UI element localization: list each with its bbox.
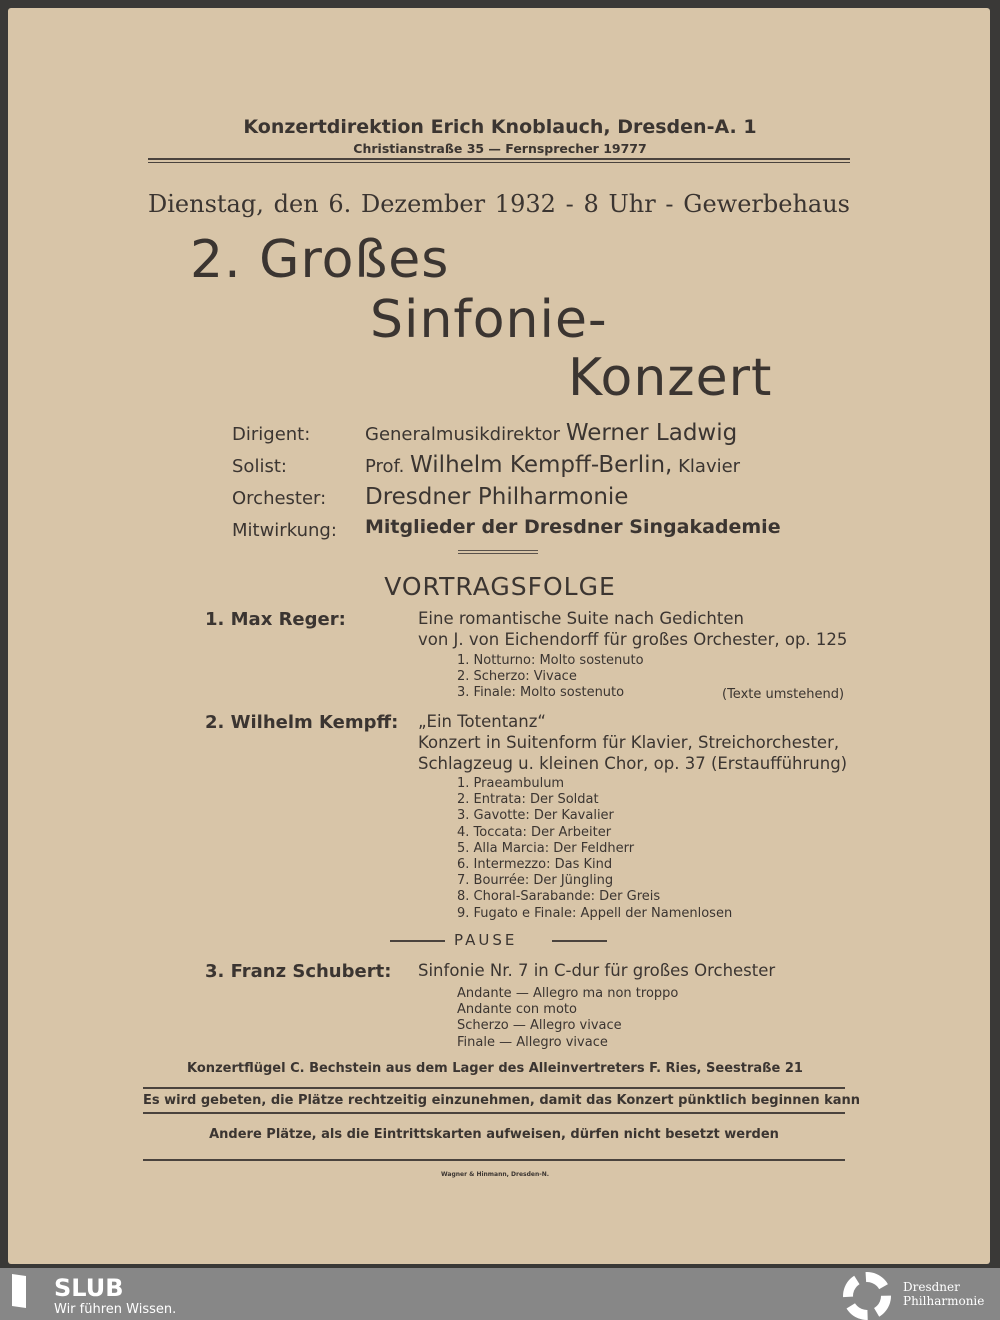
printer-imprint: Wagner & Hinmann, Dresden-N.: [440, 1171, 550, 1178]
agency-name: Konzertdirektion Erich Knoblauch, Dresden-A. 1: [243, 116, 757, 138]
movement: 2. Entrata: Der Soldat: [457, 792, 599, 808]
movement: Andante — Allegro ma non troppo: [457, 986, 679, 1001]
movement: 6. Intermezzo: Das Kind: [457, 857, 613, 872]
work-line: Konzert in Suitenform für Klavier, Streichorchester,: [418, 733, 840, 752]
movement: 8. Choral-Sarabande: Der Greis: [457, 889, 661, 905]
piano-note: Konzertflügel C. Bechstein aus dem Lager des Alleinvertreters F. Ries, Seestraße 21: [187, 1061, 803, 1076]
divider: [143, 1087, 845, 1089]
movement: 3. Finale: Molto sostenuto: [457, 685, 625, 701]
movement: Scherzo — Allegro vivace: [457, 1018, 622, 1034]
program-heading: VORTRAGSFOLGE: [384, 572, 616, 601]
work-line: Eine romantische Suite nach Gedichten: [418, 609, 744, 628]
movement: 7. Bourrée: Der Jüngling: [457, 873, 614, 889]
slub-name[interactable]: SLUB: [54, 1274, 124, 1302]
movement: 2. Scherzo: Vivace: [457, 669, 577, 685]
movement: 9. Fugato e Finale: Appell der Namenlosen: [457, 905, 733, 921]
composer: 1. Max Reger:: [205, 609, 346, 630]
slub-logo-icon: [12, 1274, 26, 1308]
note: (Texte umstehend): [722, 687, 845, 703]
credit-value: Generalmusikdirektor Werner Ladwig: [365, 420, 738, 446]
movement: Finale — Allegro vivace: [457, 1034, 608, 1050]
divider: [148, 158, 850, 160]
work-line: Schlagzeug u. kleinen Chor, op. 37 (Erstaufführung): [418, 754, 848, 773]
movement: Andante con moto: [457, 1002, 577, 1018]
divider: [143, 1159, 845, 1161]
work-line: „Ein Totentanz“: [418, 712, 546, 731]
agency-address: Christianstraße 35 — Fernsprecher 19777: [353, 141, 647, 156]
movement: 1. Praeambulum: [457, 776, 565, 791]
partner-name[interactable]: Dresdner Philharmonie: [903, 1280, 985, 1308]
credit-label: Orchester:: [232, 488, 327, 509]
divider: [458, 550, 538, 554]
notice-punctual: Es wird gebeten, die Plätze rechtzeitig einzunehmen, damit das Konzert pünktlich beginnen kann: [143, 1093, 861, 1108]
composer: 3. Franz Schubert:: [205, 961, 392, 982]
divider: [148, 162, 850, 163]
pause-label: PAUSE: [454, 931, 518, 949]
title-line-1: 2. Großes: [190, 230, 450, 290]
credit-label: Solist:: [232, 456, 287, 477]
movement: 3. Gavotte: Der Kavalier: [457, 808, 614, 824]
bottom-bar: [0, 1268, 1000, 1320]
slub-tagline: Wir führen Wissen.: [54, 1302, 177, 1317]
movement: 1. Notturno: Molto sostenuto: [457, 653, 644, 668]
credit-label: Mitwirkung:: [232, 520, 337, 541]
title-line-2: Sinfonie-: [370, 290, 608, 350]
divider: [143, 1112, 845, 1114]
credit-value: Mitglieder der Dresdner Singakademie: [365, 516, 781, 538]
divider: [552, 940, 607, 942]
composer: 2. Wilhelm Kempff:: [205, 712, 399, 733]
credit-label: Dirigent:: [232, 424, 311, 445]
credit-value: Prof. Wilhelm Kempff-Berlin, Klavier: [365, 452, 741, 478]
movement: 4. Toccata: Der Arbeiter: [457, 824, 612, 840]
title-line-3: Konzert: [568, 348, 773, 408]
notice-seats: Andere Plätze, als die Eintrittskarten aufweisen, dürfen nicht besetzt werden: [209, 1127, 779, 1142]
philharmonie-logo-icon: [843, 1272, 891, 1320]
credit-value: Dresdner Philharmonie: [365, 484, 629, 510]
event-line: Dienstag, den 6. Dezember 1932 - 8 Uhr - Gewerbehaus: [148, 190, 850, 218]
work-line: Sinfonie Nr. 7 in C-dur für großes Orchester: [418, 961, 776, 980]
divider: [390, 940, 445, 942]
work-line: von J. von Eichendorff für großes Orchester, op. 125: [418, 630, 848, 649]
movement: 5. Alla Marcia: Der Feldherr: [457, 840, 635, 856]
